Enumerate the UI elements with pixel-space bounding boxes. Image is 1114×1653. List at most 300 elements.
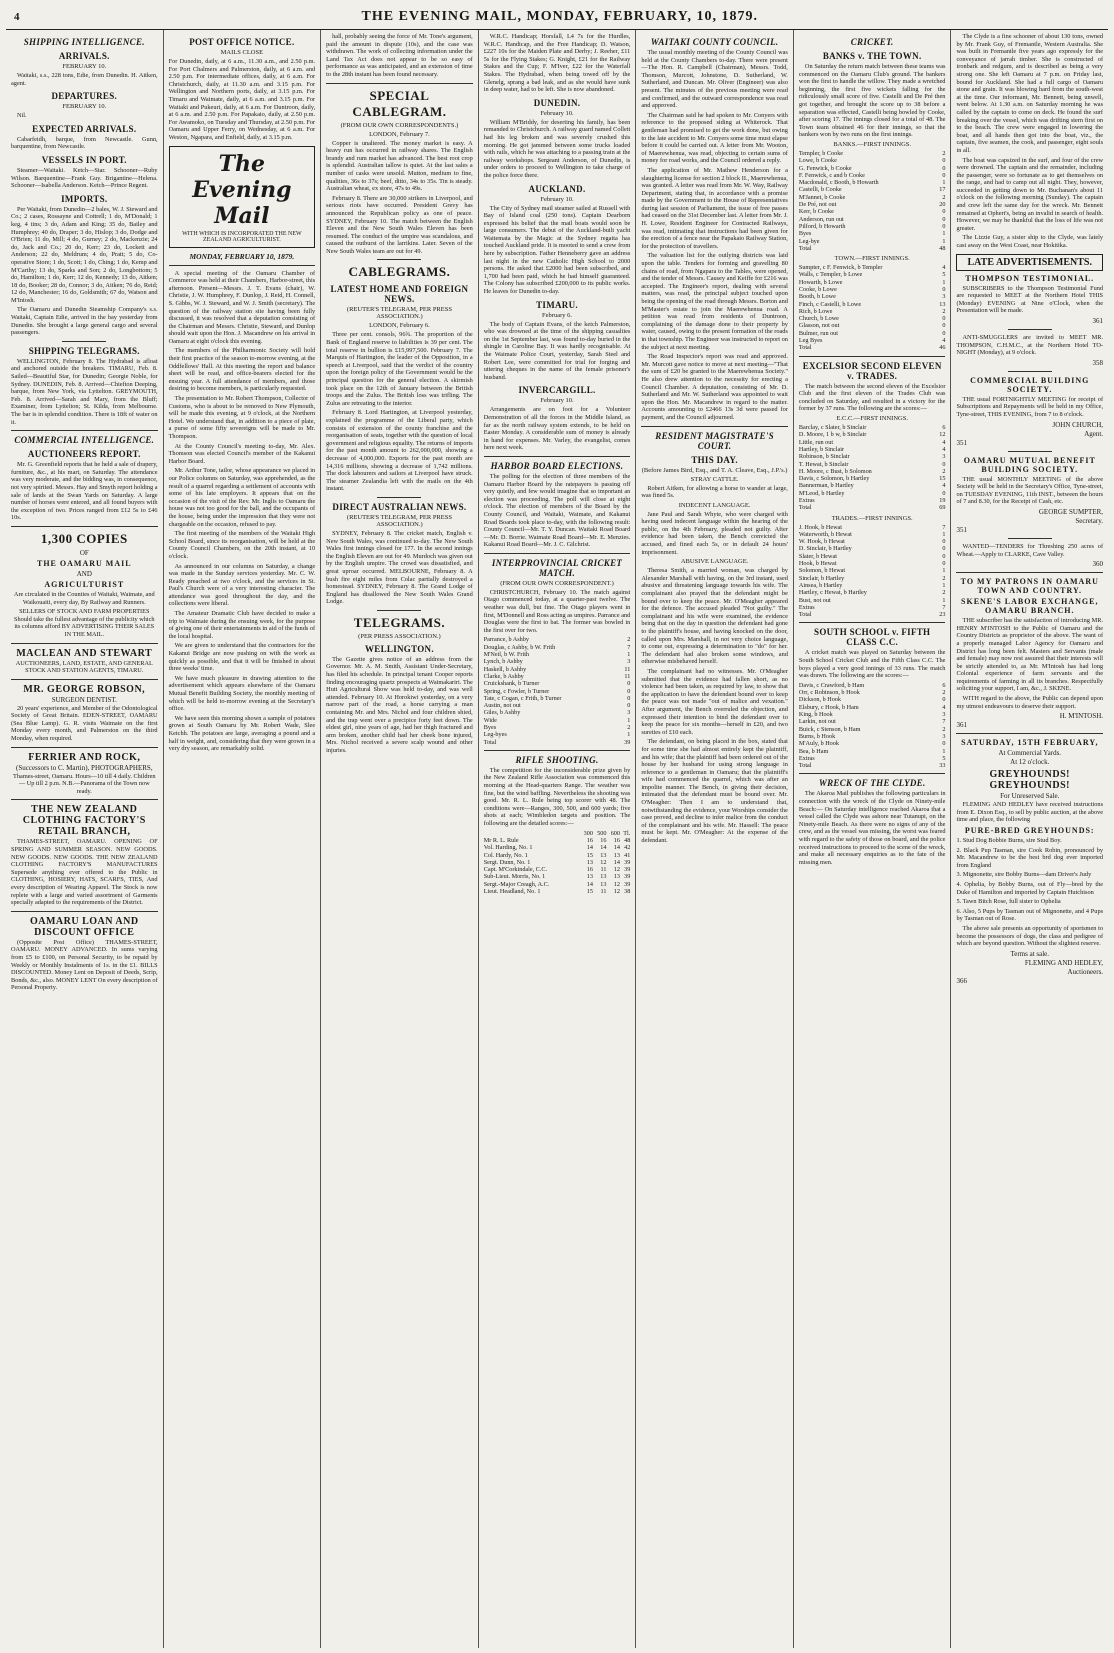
- list-item: 2. Black Pup Tasman, sire Cook Robin, pronounced by Mr. Macandrew to be the best brd dog ever imported from England: [956, 846, 1104, 869]
- auckland-heading: AUCKLAND.: [528, 183, 586, 194]
- table-row: [484, 873, 631, 880]
- arrivals-date: FEBRUARY 10.: [62, 63, 107, 70]
- table-row: [799, 748, 946, 755]
- mutual-society-heading: OAMARU MUTUAL BENEFIT BUILDING SOCIETY.: [963, 455, 1096, 474]
- table-cell: Bust, not out: [798, 596, 831, 604]
- table-cell: Byes: [798, 230, 812, 238]
- table-cell: Total: [798, 244, 812, 252]
- table-cell: 12: [613, 880, 620, 888]
- table-row: [799, 453, 946, 460]
- table-cell: 0: [942, 696, 946, 704]
- table-cell: 0: [942, 208, 946, 216]
- wreck-text: The Akaroa Mail publishes the following particulars in connection with the wreck of the Clyde on Ninety-mile Beach:— On Saturday intelligence reached Akaroa that a vessel called the Clyde was ashore near Tutanupi, on the Ninety-mile Beach. As there were no signs of any of the crew, and as the vessel was missing, the worst was feared with regard to the safety of those on board, and the police received instructions to proceed to the scene of the wreck, and make all necessary enquiries as to the fate of the missing men.: [798, 790, 946, 866]
- table-row: [799, 762, 946, 769]
- table-cell: Austin, not out: [483, 702, 521, 710]
- banks-town-heading: BANKS v. THE TOWN.: [822, 51, 922, 61]
- table-cell: 2: [627, 636, 631, 644]
- table-cell: 3: [627, 709, 631, 717]
- timaru-text: The body of Captain Evans, of the ketch Palmerston, who was drowned at the time of the shipping casualties on the 1st September last, was found to-day buried in the shingle in Caroline Bay. It was hardly recognisable. At the Waimate Police Court, yesterday, Sarah Steel and Robert Lee, were committed for trial for forging and uttering cheques in the name of the female prisoner's husband.: [483, 320, 631, 381]
- table-cell: F. Fenwick, c and b Cooke: [798, 171, 865, 179]
- greyhounds-sub: For Unreserved Sale.: [1000, 792, 1060, 801]
- table-cell: Hartley, b Sinclair: [798, 445, 845, 453]
- table-cell: Col. Hardy, No. 1: [483, 851, 528, 859]
- special-cablegram-heading: SPECIAL CABLEGRAM.: [352, 87, 447, 119]
- table-row: [799, 718, 946, 725]
- south-school-scorecard: [799, 682, 946, 770]
- table-cell: 0: [627, 680, 631, 688]
- telegrams-place: WELLINGTON.: [364, 643, 434, 654]
- table-cell: 11: [624, 672, 631, 680]
- table-cell: 19: [939, 497, 946, 504]
- table-cell: 600: [610, 829, 620, 837]
- table-cell: 20: [939, 201, 946, 209]
- lead-paragraph: As announced in our columns on Saturday, a change was made in the Sunday services yesterday. Mr. C. W. Ready preached at two o'clock, and the services in St. Paul's Church were of a very interesting character. The attendance was good throughout the day, and the collections were liberal.: [168, 562, 316, 608]
- table-row: [799, 150, 946, 157]
- harbor-text: The polling for the election of three members of the Oamaru Harbor Board by the ratepayers is passing off very quietly, and few would imagine that so important an election was proceeding. The poll will close at eight o'clock. The election of members of the Board by the County Council, and Waitaki, Waimate, and Kakanui Road Boards took place to-day, with the following result: County Council—Mr. T. Y. Duncan. Waitaki Road Board—Mr. D. Borrie. Waimate Road Board—Mr. E. Menzies. Kakanui Road Board—Mr. J. C. Gilchrist.: [483, 472, 631, 549]
- table-row: [799, 337, 946, 344]
- table-row: [799, 293, 946, 300]
- fleming-text: The above sale presents an opportunity of sportsmen to become the possessors of dogs, the class and pedigree of which are beyond question. Without the slightest reserve.: [956, 924, 1104, 948]
- skene-heading: SKENE'S LABOR EXCHANGE, OAMARU BRANCH.: [961, 597, 1099, 616]
- table-cell: 0: [942, 164, 946, 172]
- table-cell: Sumpter, c F. Fenwick, b Templer: [798, 264, 883, 272]
- excelsior-text: The match between the second eleven of the Excelsior Club and the first eleven of the Trades Club was concluded on Saturday, and resulted in a victory for the former by 37 runs. The following are the scores:—: [798, 382, 946, 413]
- table-row: [799, 524, 946, 531]
- table-cell: 0: [942, 329, 946, 337]
- south-school-heading: SOUTH SCHOOL v. FIFTH CLASS C.C.: [814, 627, 931, 648]
- table-cell: Mr R. L. Rule: [483, 836, 519, 844]
- table-row: [799, 475, 946, 482]
- ferrier-sub: (Successors to C. Martin), PHOTOGRAPHERS,: [16, 763, 153, 772]
- table-cell: 0: [942, 315, 946, 323]
- table-cell: 0: [942, 740, 946, 748]
- table-cell: Davis, c Crawford, b Ham: [798, 681, 865, 689]
- table-cell: 69: [939, 504, 946, 512]
- sale-date: SATURDAY, 15TH FEBRUARY,: [961, 738, 1099, 748]
- expected-text: Cabarfeidh, barque, from Newcastle. Gunn, barquentine, from Newcastle.: [11, 135, 158, 151]
- loan-title: OAMARU LOAN AND DISCOUNT OFFICE: [29, 915, 139, 938]
- table-cell: 48: [624, 836, 631, 844]
- cablegrams-date: LONDON, February 6.: [369, 322, 430, 330]
- rm-court-text: Robert Aitken, for allowing a horse to wander at large, was fined 5s.: [641, 484, 788, 500]
- divider: [956, 733, 1103, 734]
- mcintosh-text: WITH regard to the above, the Public can depend upon my utmost endeavours to deserve their support.: [956, 695, 1104, 710]
- table-cell: 16: [600, 836, 607, 844]
- table-row: [484, 837, 631, 844]
- table-cell: T. Hewat, b Sinclair: [798, 460, 849, 468]
- expected-heading: EXPECTED ARRIVALS.: [32, 123, 137, 134]
- table-cell: Burns, b Hook: [798, 732, 836, 740]
- table-cell: Finch, c Castelli, b Lowe: [798, 300, 862, 308]
- table-cell: 0: [942, 215, 946, 223]
- direct-news-text: SYDNEY, February 8. The cricket match, English v. New South Wales, was continued to-day. The New South Wales first innings closed for 177. In the second innings the English Eleven are out for 49. Murdoch was given out by the English umpire. The crowd was dissatisfied, and great uproar occurred. MELBOURNE, February 8. A bush fire eight miles from Colac partially destroyed a homestead. SYDNEY, February 8. The Grand Lodge of England has disallowed the New South Wales Grand Lodge.: [326, 529, 473, 606]
- cablegrams-text: February 8. Lord Hartington, at Liverpool yesterday, explained the programme of the Liberal party, which consists of extension of the county franchise and the reorganisation of seats, together with the question of local government and religious equality. The returns of imports for the past month amount to 262,000,000, showing a decrease of 4,000,000. Exports for the past month are 14,316 millions, showing a decrease of 1,742 millions. The dock labourers and sailors at Liverpool have struck. The steamer Zealandia left with the mails on the 4th instant.: [326, 409, 473, 493]
- special-cablegram-text: Copper is unaltered. The money market is easy. A heavy run has occurred in railway shares. The English brandy and rum market has advanced. The best root crop is splendid. Australian tallow is quiet. At the last sales a number of casks were unsold. Mutton, medium to fine, qualities, 36s to 37s; beef, ditto, 34s to 35s. Tin is steady. Australian wheat, ex store, 47s to 49s.: [326, 139, 473, 193]
- table-row: [484, 724, 631, 731]
- table-cell: 1: [942, 567, 946, 575]
- table-cell: H. Moore, c Bust, b Solomon: [798, 467, 872, 475]
- ad-number: 361: [956, 721, 967, 730]
- sale-place: At Commercial Yards.: [998, 749, 1062, 758]
- table-row: [799, 682, 946, 689]
- table-cell: 0: [942, 460, 946, 468]
- town-innings-heading: TOWN.—FIRST INNINGS.: [834, 255, 910, 263]
- building-society-heading: COMMERCIAL BUILDING SOCIETY.: [970, 375, 1090, 394]
- copies-of: OF: [79, 548, 89, 557]
- table-row: [799, 301, 946, 308]
- ad-number: 358: [1092, 358, 1104, 367]
- table-row: [799, 172, 946, 179]
- table-row: [799, 531, 946, 538]
- table-row: [799, 223, 946, 230]
- table-cell: Church, b Lowe: [798, 315, 839, 323]
- table-cell: 11: [624, 665, 631, 673]
- auckland-text: The City of Sydney mail steamer sailed at Russell with Bay of Island coal (250 tons). Captain Dearborn expressed his belief that the mail boats would soon be large consumers. The debut of the Auckland-built yacht Waitemata by the Magic at the Sydney regatta has touched Auckland pride. It is mooted to send a crew from here by subscription. Father Henneberry gave an address last night in the new Catholic High School to 2000 persons. He asked that £2000 had been subscribed, and 1,700 had been paid, which he had himself guaranteed. The Colony has subscribed £200,000 to its public works. He leaves for Dunedin to-day.: [483, 204, 631, 296]
- table-cell: 0: [942, 552, 946, 560]
- table-cell: Total: [483, 738, 497, 746]
- table-row: [799, 230, 946, 237]
- table-cell: [484, 830, 580, 837]
- table-row: [799, 271, 946, 278]
- dunedin-text: William M'Briddy, for deserting his family, has been remanded to Christchurch. A railway guard named Collett had his leg broken and was severely crushed this morning. He got jammed between some trucks loaded with rails, which he was attaching to a passing train at the railway workshops. Sergeant Anderson, of Dunedin, is under orders to proceed to Wellington to take charge of the police force there.: [483, 118, 631, 179]
- table-cell: Waterworth, b Hewat: [798, 530, 852, 538]
- banks-scorecard: [799, 150, 946, 252]
- table-cell: 2: [942, 193, 946, 201]
- table-row: [799, 726, 946, 733]
- column-5: [636, 30, 794, 1648]
- table-row: [799, 245, 946, 252]
- county-council-text: The Road Inspector's report was read and approved. Mr. Murcott gave notice to move at next meeting—"That the sum of £20 be granted to the Maerewhenua Society." He also drew attention to the necessity for erecting a Council Chamber. A deputation, consisting of Mr. D. Sutherland and Mr. W. Sutherland was appointed to wait upon the Hon. Mr. Macandrew in regard to the matter. Accounts amounting to £2466 13s 3d were passed for payment, and the Council adjourned.: [641, 353, 788, 421]
- column-7: [951, 30, 1108, 1648]
- table-cell: 14: [613, 858, 620, 866]
- table-cell: 0: [942, 489, 946, 497]
- table-cell: Pilford, b Howarth: [798, 222, 846, 230]
- ad-number: 351: [956, 525, 967, 534]
- table-cell: Total: [798, 344, 812, 352]
- table-row: [799, 216, 946, 223]
- table-cell: 2: [627, 724, 631, 731]
- wanted-text: WANTED—TENDERS for Threshing 250 acres of Wheat.—Apply to CLARKE, Cave Valley.: [956, 542, 1104, 558]
- table-cell: 23: [939, 611, 946, 619]
- late-ads-heading: LATE ADVERTISEMENTS.: [956, 254, 1103, 271]
- table-cell: Lynch, b Ashby: [483, 658, 523, 666]
- nz-clothing-text: THAMES-STREET, OAMARU. OPENING OF SPRING AND SUMMER SEASON. NEW GOODS. NEW GOODS. NEW GOODS. THE NEW ZEALAND CLOTHING FACTORY'S MANUFACTURES Supersede anything ever offered to the Public in CLOTHING, HOSIERY, HATS, SCARFS, TIES, And every description of Wearing Apparel. The Stock is now replete with a large and varied assortment of Garments specially adapted to the requirements of the District.: [11, 838, 158, 907]
- table-cell: 13: [586, 873, 593, 881]
- county-council-text: The Chairman said he had spoken to Mr. Conyers with reference to the proposed siding at Whiterock. That gentleman had promised to get the work done, but owing to the late accident to Mr. Conyers some time must elapse before it could be carried out. A letter from Mr. Wooton, of Maerewhenua, was read, objecting to certain sums of money for road works, and the Council ordered a reply.: [641, 111, 788, 165]
- table-cell: 0: [942, 171, 946, 179]
- table-cell: 7: [942, 603, 946, 611]
- departures-date: FEBRUARY 10.: [62, 103, 107, 111]
- county-council-text: The valuation list for the outlying districts was laid upon the table. Tenders for forming and gravelling 80 chains of road, from Ngapara to the Tables, were opened, and the tender of Messrs. Causey and Keiffe for £216 was accepted. The Engineer's report, dealing with several matters, was read, the principal subject touched upon being the opening of the road through Messrs. Borton and M'Master's estate to join the Maerewhenua road. A petition was read from residents of Duntroon, complaining of the damage done to their property by water, caused, owing to the present formation of the roads in that township. The Engineer was instructed to report on the subject at next meeting.: [641, 252, 788, 351]
- ad-number: 360: [1092, 560, 1104, 569]
- lead-paragraph: We have much pleasure in drawing attention to the advertisement which appears elsewhere of the Oamaru Mutual Benefit Building Society, the monthly meeting of which will be held to-morrow evening at the Secretary's office.: [168, 674, 316, 713]
- table-cell: De Pré, not out: [798, 201, 837, 209]
- table-cell: Capt. M'Corkindale, C.C.: [483, 866, 548, 874]
- table-cell: 3: [627, 658, 631, 666]
- table-cell: Bea, b Ham: [798, 747, 829, 755]
- table-cell: Macdonald, c Booth, b Howarth: [798, 179, 879, 187]
- signature: FLEMING AND HEDLEY,: [1024, 958, 1104, 967]
- interprovincial-text: CHRISTCHURCH, February 10. The match against Otago commenced today, at a quarter-past twelve. The weather was dull, but fine. The Otago players went in first, M'Donnell and Ross acting as umpires. Parrance and Douglas were the first to bat. The former was bowled in the first over for two.: [483, 588, 631, 634]
- table-cell: Sinclair, b Hartley: [798, 574, 845, 582]
- table-cell: 39: [624, 738, 631, 746]
- divider: [1008, 451, 1052, 452]
- table-cell: G. Fenwick, b Cooke: [798, 164, 852, 172]
- continued-text: hall, probably seeing the force of Mr. Tone's argument, paid the amount in dispute (10s), and the case was withdrawn. The work of collecting information under the Land Tax Act does not appear to be so easy of performance as was anticipated, and an extension of time to the 28th instant has been found necessary.: [326, 33, 473, 78]
- table-row: [799, 545, 946, 552]
- table-cell: 3: [942, 711, 946, 719]
- shipping-heading: SHIPPING INTELLIGENCE.: [23, 37, 145, 47]
- table-row: [799, 567, 946, 574]
- otago-scorecard: [484, 636, 631, 745]
- table-cell: Spring, c Fowler, b Turner: [483, 687, 550, 695]
- ferrier-text: Thames-street, Oamaru. Hours—10 till 4 daily. Children — Up till 2 p.m. N.B.—Panorama of the Town now ready.: [13, 772, 156, 795]
- dunedin-heading: DUNEDIN.: [533, 97, 581, 108]
- table-cell: 13: [600, 851, 607, 859]
- table-cell: M'Auly, b Hook: [798, 740, 839, 748]
- rm-court-bench: (Before James Bird, Esq., and T. A. Cleave, Esq., J.P.'s.): [641, 466, 788, 474]
- table-cell: 0: [942, 538, 946, 546]
- clyde-text: The Clyde is a fine schooner of about 130 tons, owned by Mr. Frank Guy, of Fremantle, Western Australia. She was built in Fremantle five years ago expressly for the conveyance of jarrah timber. She is constructed of ironbark and redgum, and is described as being a very strong one. She left Oamaru at 7 p.m. on Friday last, bound for Auckland. She had a full cargo of Oamaru stone and grain. It was blowing hard from the south-west at the time. Our informant, Mr. Bennett, being unwell, went below. At 1.30 a.m. on Saturday morning he was called by the captain to come on deck. He found the surf breaking over the vessel, which was drifting stern first on to the beach. The crew were engaged in lowering the boat, and all hands then got into the boat, viz., the captain, five seamen, the cook, and passenger, eight souls in all.: [956, 33, 1104, 154]
- divider: [799, 773, 946, 774]
- table-cell: 5: [942, 271, 946, 279]
- table-cell: 48: [939, 244, 946, 252]
- skene-text: THE subscriber has the satisfaction of introducing MR. HENRY M'INTOSH to the Public of Oamaru and the Country Districts as proprietor of the above. The want of a properly managed Labor Agency for Oamaru and District has long been felt. Masters and Servants (male and female) may now rest assured that their interests will be strictly attended to, as Mr. M'Intosh has had long Colonial experience of farm servants and the requirements of farming in all its branches. Respectfully soliciting your support, I am, &c., J. SKENE.: [956, 617, 1104, 693]
- table-row: [799, 461, 946, 468]
- table-cell: 16: [586, 836, 593, 844]
- fleming-text: FLEMING AND HEDLEY have received instructions from E. Dixon Esq., to sell by public auction, at the above time and place, the following: [956, 801, 1104, 824]
- table-cell: 12: [613, 866, 620, 874]
- table-row: [799, 689, 946, 696]
- cablegrams-text: Three per cent. consols, 96¾. The proportion of the Bank of England reserve to liabilities is 39 per cent. The total reserve in bullion is £15,997,500. February 7. The Marquis of Hartington, the leader of the Opposition, in a speech at Liverpool, said that the verdict of the country upon the foreign policy of the Government would be the principal question for the general election. A skirmish took place on the 12th of January between the British troops and the Zulus. The British loss was trifling. The Zulus are retreating to the interior.: [326, 331, 473, 407]
- table-cell: 38: [624, 888, 631, 896]
- table-row: [484, 717, 631, 724]
- lead-paragraph: The presentation to Mr. Robert Thompson, Collector of Customs, who is about to be removed to New Plymouth, will be made this evening, at 9 o'clock, at the Northern Hotel. We understand that, in addition to a piece of plate, a purse of some fifty sovereigns will be made to Mr. Thompson.: [168, 395, 316, 440]
- lead-paragraph: A special meeting of the Oamaru Chamber of Commerce was held at their Chambers, Harbor-street, this afternoon. Present—Messrs. J. T. Evans (chair), W. Christie, J. W. Humphrey, F. Dunlop, J. Reid, H. Connell, S. Gibbs, W. J. Steward, and W. J. Smith (secretary). The question of the railway station site having been fully discussed, it was resolved that a deputation consisting of the Chairman and Messrs. Christie, Steward, and Dunlop should wait upon the Hon. J. Macandrew on his arrival in Oamaru at eight o'clock this evening.: [168, 269, 316, 345]
- post-office-sub: MAILS CLOSE: [220, 49, 264, 56]
- table-cell: 1: [627, 716, 631, 724]
- running-title: THE EVENING MAIL, MONDAY, FEBRUARY, 10, 1879.: [361, 9, 758, 24]
- table-cell: M'Leod, b Hartley: [798, 489, 845, 497]
- greyhounds-heading: GREYHOUNDS! GREYHOUNDS!: [989, 769, 1071, 792]
- thompson-text: SUBSCRIBERS to the Thompson Testimonial Fund are requested to MEET at the Northern Hotel THIS (Monday) EVENING at Nine o'Clock, when the Presentation will be made.: [956, 284, 1104, 315]
- column-1: [6, 30, 164, 1648]
- table-row: [799, 194, 946, 201]
- special-cablegram-credit: (FROM OUR OWN CORRESPONDENTS.): [340, 121, 459, 129]
- table-row: [799, 482, 946, 489]
- table-cell: Booth, b Lowe: [798, 293, 836, 301]
- special-cablegram-text: February 8. There are 30,000 strikers in Liverpool, and serious riots have occurred. President Grevy has announced the Republican policy as one of peace. SYDNEY, February 10. The match between the English Eleven and the New South Wales Eleven has been resumed. The conduct of the umpire was scandalous, and caused the outburst of the larrikins. Later. Seven of the New South Wales team are out for 49.: [326, 194, 473, 255]
- signature: H. M'INTOSH.: [1059, 712, 1104, 721]
- direct-news-credit: (REUTER'S TELEGRAM, PER PRESS ASSOCIATION.): [346, 513, 452, 528]
- table-cell: 13: [939, 300, 946, 308]
- divider: [377, 497, 421, 498]
- table-row: [484, 852, 631, 859]
- sellers-text: SELLERS OF STOCK AND FARM PROPERTIES Should take the fullest advantage of the publicity which its columns afford BY ADVERTISING THEIR SALES IN THE MAIL.: [13, 608, 155, 638]
- invercargill-text: Arrangements are on foot for a Volunteer Demonstration of all the forces in the Middle Island, as far as the north railway system extends, to be held on Easter Monday. A considerable sum of money is already in hand for expenses. Mr. Varley, the evangelist, comes here next week.: [483, 406, 631, 452]
- rm-court-heading: RESIDENT MAGISTRATE'S COURT.: [655, 430, 774, 451]
- inport-text: Steamer—Waitaki. Ketch—Star. Schooner—Ruby Wilson. Barquentine—Frank Guy. Brigantine—Helena. Schooner—Isabella Anderson. Ketch—Prince Regent.: [11, 166, 158, 190]
- list-item: 4. Ophelia, by Bobby Burns, out of Fly—bred by the Duke of Hamilton and imported by Captain Hutchison: [956, 881, 1104, 896]
- continued-text: W.R.C. Handicap; Horsfall, L4 7s for the Hurdles, W.R.C. Handicap, and the Free Handicap; D. Watson, £227 10s for the Maiden Plate and Derby; J. Reeher, £11 5s for the Flying Stakes; G. Knight, £21 for the Railway Stakes and the Cup; F. M'Iver, £22 for the Waterfall Stakes. The Hydrabad, when being towed off by the Glenelg, sprang a bad leak, and as she would have sunk in deep water, had to be left. She is now abandoned.: [483, 33, 631, 94]
- table-row: [799, 504, 946, 511]
- copies-heading: 1,300 COPIES: [40, 530, 128, 546]
- trades-scorecard: [799, 524, 946, 619]
- table-cell: 300: [583, 829, 593, 837]
- table-cell: 15: [586, 888, 593, 896]
- table-cell: 0: [942, 285, 946, 293]
- arrivals-text: Waitaki, s.s., 228 tons, Edie, from Dunedin. H. Aitken, agent.: [11, 72, 158, 87]
- signature: GEORGE SUMPTER,: [1038, 507, 1104, 516]
- table-row: [799, 322, 946, 329]
- table-cell: W. Hook, b Hewat: [798, 538, 845, 546]
- table-row: [799, 279, 946, 286]
- lead-paragraph: At the County Council's meeting to-day, Mr. Alex. Thomson was elected Council's member of the Kakanui Harbor Board.: [168, 442, 316, 465]
- direct-news-heading: DIRECT AUSTRALIAN NEWS.: [332, 501, 467, 512]
- excelsior-heading: EXCELSIOR SECOND ELEVEN v. TRADES.: [802, 360, 942, 381]
- table-cell: 3: [942, 453, 946, 461]
- special-cablegram-date: LONDON, February 7.: [369, 130, 430, 138]
- table-row: [799, 582, 946, 589]
- table-cell: 39: [624, 866, 631, 874]
- table-row: [484, 739, 631, 746]
- lead-paragraph: We are given to understand that the contractors for the Kakanui Bridge are now pushing on with the work as quickly as possible, and that it will be finished in about three weeks' time.: [168, 642, 316, 673]
- table-cell: Ainsea, b Hartley: [798, 581, 843, 589]
- table-row: [799, 431, 946, 438]
- table-cell: Sergt.-Major Creagh, A.C.: [483, 880, 550, 888]
- table-cell: 6: [942, 681, 946, 689]
- list-item: 3. Mignonette, sire Bobby Burns—dam Driver's Judy: [956, 871, 1092, 879]
- table-cell: 15: [586, 851, 593, 859]
- table-row: [484, 651, 631, 658]
- table-cell: Solomon, b Hewat: [798, 567, 846, 575]
- table-cell: 1: [942, 237, 946, 245]
- table-cell: 46: [939, 344, 946, 352]
- table-cell: 41: [624, 851, 631, 859]
- table-cell: Castelli, b Cooke: [798, 186, 842, 194]
- table-cell: Walls, c Templer, b Lowe: [798, 271, 863, 279]
- divider: [11, 430, 158, 431]
- post-office-heading: POST OFFICE NOTICE.: [189, 37, 295, 47]
- building-society-text: THE usual FORTNIGHTLY MEETING for receipt of Subscriptions and Repayments will be held in my Office, Tyne-street, THIS EVENING, from 7 to 8 o'clock.: [956, 395, 1104, 418]
- table-cell: King, b Hook: [798, 711, 833, 719]
- ad-number: 361: [1092, 317, 1104, 325]
- column-3: [321, 30, 479, 1648]
- table-cell: Bannerman, b Hartley: [798, 482, 854, 490]
- table-cell: Byes: [483, 724, 497, 731]
- table-cell: 14: [586, 880, 593, 888]
- table-cell: Clarke, b Ashby: [483, 672, 524, 680]
- rifle-heading: RIFLE SHOOTING.: [515, 754, 599, 765]
- rm-court-text: Jane Paul and Sarah Whyte, who were charged with having used indecent language within the hearing of the public, on the 4th February, pleaded not guilty. After evidence had been taken, the Bench convicted the accused, and fined each 5s, or in default 24 hours' imprisonment.: [641, 510, 788, 556]
- divider: [11, 747, 158, 748]
- table-cell: 0: [627, 702, 631, 710]
- table-row: [484, 731, 631, 738]
- editorial-dateline: MONDAY, FEBRUARY 10, 1879.: [189, 251, 295, 261]
- table-cell: Parrance, b Ashby: [483, 636, 529, 644]
- lead-paragraph: The Amateur Dramatic Club have decided to make a trip to Waimate during the ensuing week, for the purpose of giving one of their entertainments in aid of the funds of the local hospital.: [168, 610, 316, 640]
- table-row: [484, 844, 631, 851]
- table-cell: Rich, b Lowe: [798, 307, 833, 315]
- table-cell: Templer, b Cooke: [798, 149, 844, 157]
- table-cell: 11: [600, 888, 607, 896]
- lead-paragraph: The first meeting of the members of the Waitaki High School Board, since its reorganisation, will be held at the County Council Chambers, on the 20th instant, at 10 o'clock.: [168, 530, 316, 560]
- table-cell: 1: [942, 179, 946, 187]
- table-row: [799, 201, 946, 208]
- table-row: [799, 597, 946, 604]
- table-row: [799, 344, 946, 351]
- table-cell: Tl.: [623, 829, 631, 837]
- table-cell: Lieut. Headland, No. 1: [483, 888, 541, 896]
- abusive-language-heading: ABUSIVE LANGUAGE.: [680, 558, 749, 566]
- table-cell: 13: [600, 880, 607, 888]
- auction-heading: AUCTIONEERS REPORT.: [27, 449, 141, 460]
- table-cell: 13: [586, 858, 593, 866]
- table-cell: 11: [600, 866, 607, 874]
- divider: [484, 553, 631, 554]
- table-cell: Leg-byes: [483, 731, 507, 739]
- table-cell: Kerr, b Cooke: [798, 208, 834, 216]
- table-row: [799, 439, 946, 446]
- table-cell: Glasson, not out: [798, 322, 840, 330]
- table-cell: 0: [627, 694, 631, 702]
- arrivals-heading: ARRIVALS.: [58, 51, 110, 61]
- county-council-text: The usual monthly meeting of the County Council was held at the County Chambers to-day. There were present—The Hon. R. Campbell (Chairman), Messrs. Todd, Thomson, Murcott, Johnstone, D. Sutherland, W. Sutherland, and Duncan. Mr. Oliver (Engineer) was also present. The minutes of the previous meeting were read and confirmed, and the outward correspondence was read and approved.: [641, 49, 788, 110]
- table-cell: 14: [586, 844, 593, 852]
- imports-heading: IMPORTS.: [61, 193, 108, 204]
- signature-role: Secretary.: [1075, 516, 1104, 525]
- nz-clothing-title: THE NEW ZEALAND CLOTHING FACTORY'S RETAIL BRANCH,: [22, 804, 146, 838]
- table-row: [799, 179, 946, 186]
- divider: [1008, 371, 1052, 372]
- table-row: [799, 711, 946, 718]
- table-row: [799, 696, 946, 703]
- table-row: [799, 704, 946, 711]
- town-scorecard: [799, 264, 946, 352]
- table-row: [799, 604, 946, 611]
- table-cell: 14: [600, 844, 607, 852]
- table-row: [484, 709, 631, 716]
- banks-innings-heading: BANKS.—FIRST INNINGS.: [833, 140, 912, 148]
- copies-paper: THE OAMARU MAIL: [37, 558, 132, 568]
- maclean-title: MACLEAN AND STEWART: [16, 647, 153, 659]
- table-cell: 0: [942, 560, 946, 568]
- table-row: [799, 165, 946, 172]
- list-item: 6. Also, 5 Pups by Tasman out of Mignonette, and 4 Pups by Tasman out of Rose.: [956, 907, 1104, 923]
- table-cell: 2: [942, 149, 946, 157]
- shipping-note: The Oamaru and Dunedin Steamship Company's s.s. Waitaki, Captain Edie, arrived in the bay yesterday from Dunedin. She brought a large general cargo and several passengers.: [11, 306, 158, 337]
- table-cell: 12: [600, 858, 607, 866]
- divider: [641, 426, 788, 427]
- table-cell: 5: [942, 754, 946, 762]
- divider: [799, 356, 946, 357]
- table-row: [484, 644, 631, 651]
- cablegrams-sub: LATEST HOME AND FOREIGN NEWS.: [330, 284, 469, 305]
- ad-number: 366: [956, 976, 967, 985]
- shipping-telegrams-heading: SHIPPING TELEGRAMS.: [28, 345, 140, 356]
- table-cell: Davis, c Solomon, b Hartley: [798, 475, 870, 483]
- table-row: [799, 424, 946, 431]
- divider: [377, 259, 421, 260]
- excelsior-innings-heading: E.C.C.—FIRST INNINGS.: [836, 415, 908, 423]
- page-number: 4: [14, 11, 20, 23]
- terms: Terms at sale.: [1010, 949, 1050, 958]
- signature-role: Agent.: [1084, 429, 1104, 438]
- table-cell: 17: [939, 186, 946, 194]
- copies-agriculturist: AGRICULTURIST: [44, 579, 125, 589]
- thompson-heading: THOMPSON TESTIMONIAL.: [965, 273, 1095, 283]
- rm-court-text: Theresa Smith, a married woman, was charged by Alexander Marshall with having, on the 3rd instant, used abusive and threatening language towards his wife. The complainant also prayed that the defendant might be bound over to keep the peace. Mr. O'Meagher appeared for the defence. The accused pleaded "Not guilty." The complainant and his wife were examined, the evidence being that on the day in question the defendant had gone to the plaintiff's house, and having knocked on the door, called upon Mrs. Marshall, in not very choice language, to come out, expressing a determination to "do" for her. The defendant had also broken some windows, and otherwise misbehaved herself.: [641, 567, 788, 666]
